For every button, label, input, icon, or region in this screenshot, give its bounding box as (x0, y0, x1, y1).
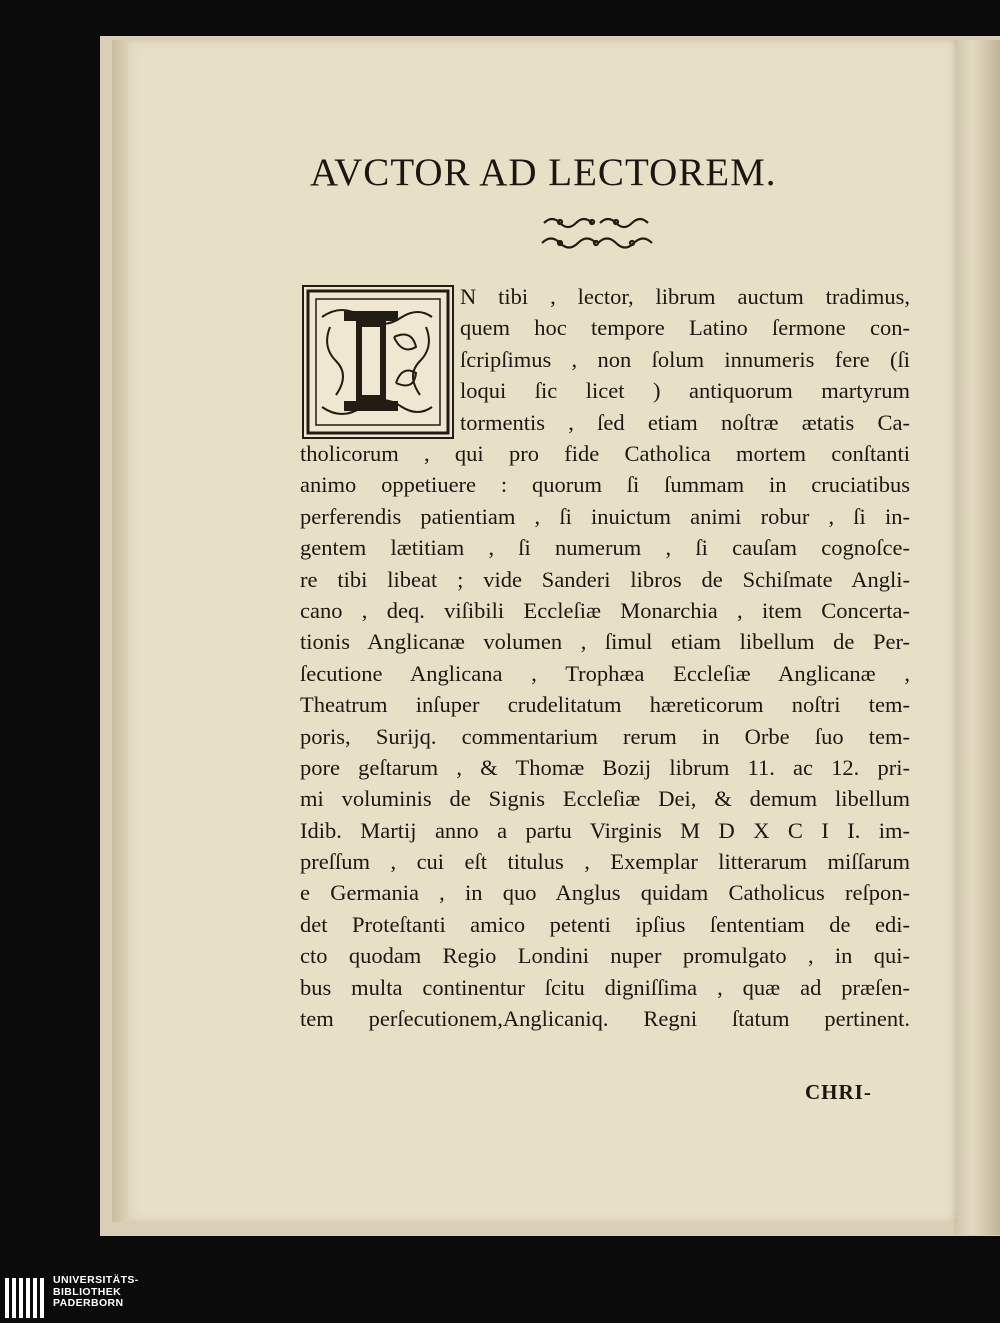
decorative-ornament-icon (538, 213, 654, 255)
library-logo-icon (4, 1276, 48, 1320)
paragraph-body (300, 438, 910, 1034)
page-stack-edge (954, 40, 1000, 1235)
text-line: N tibi , lector, librum auctum tradimus, (460, 284, 910, 309)
page-gutter (112, 40, 128, 1222)
text-line: Theatrum inſuper crudelitatum hæreticorum noſtri tem- (300, 692, 910, 718)
text-line: poris, Surijq. commentarium rerum in Orbe ſuo tem- (300, 723, 910, 749)
text-line: e Germania , in quo Anglus quidam Catholicus reſpon- (300, 880, 910, 906)
text-line: tormentis , ſed etiam noſtræ ætatis Ca- (460, 409, 910, 435)
text-line: preſſum , cui eſt titulus , Exemplar litterarum miſſarum (300, 849, 910, 875)
text-line: Idib. Martij anno a partu Virginis M D X C I I. im- (300, 817, 910, 843)
page-title: AVCTOR AD LECTOREM. (310, 151, 777, 194)
text-line: cto quodam Regio Londini nuper promulgato , in qui- (300, 943, 910, 969)
library-name (53, 1275, 139, 1310)
text-line: tem perſecutionem,Anglicaniq. Regni ſtatum pertinent. (300, 1006, 910, 1032)
text-line: bus multa continentur ſcitu digniſſima , quæ ad præſen- (300, 974, 910, 1000)
text-line: quem hoc tempore Latino ſermone con- (460, 315, 910, 341)
library-name-line: UNIVERSITÄTS- (53, 1274, 139, 1286)
text-line: animo oppetiuere : quorum ſi ſummam in cruciatibus (300, 472, 910, 498)
catchword: CHRI- (805, 1080, 872, 1104)
library-footer-bar (0, 1272, 1000, 1323)
text-line: pore geſtarum , & Thomæ Bozij librum 11. ac 12. pri- (300, 754, 910, 780)
text-line: cano , deq. viſibili Eccleſiæ Monarchia , item Concerta- (300, 597, 910, 623)
text-line: tionis Anglicanæ volumen , ſimul etiam libellum de Per- (300, 629, 910, 655)
paragraph-indented (300, 281, 910, 438)
text-line: perferendis patientiam , ſi inuictum animi robur , ſi in- (300, 503, 910, 529)
text-line: ſecutione Anglicana , Trophæa Eccleſiæ Anglicanæ , (300, 660, 910, 686)
text-line: gentem lætitiam , ſi numerum , ſi cauſam cognoſce- (300, 535, 910, 561)
text-line: det Proteſtanti amico petenti ipſius ſententiam de edi- (300, 911, 910, 937)
text-line: tholicorum , qui pro fide Catholica mortem conſtanti (300, 441, 910, 466)
text-line: loqui ſic licet ) antiquorum martyrum (460, 378, 910, 404)
text-line: ſcripſimus , non ſolum innumeris fere (ſi (460, 346, 910, 372)
text-line: re tibi libeat ; vide Sanderi libros de Schiſmate Angli- (300, 566, 910, 592)
library-name-line: PADERBORN (53, 1297, 124, 1309)
text-line: mi voluminis de Signis Eccleſiæ Dei, & demum libellum (300, 786, 910, 812)
library-name-line: BIBLIOTHEK (53, 1285, 122, 1298)
